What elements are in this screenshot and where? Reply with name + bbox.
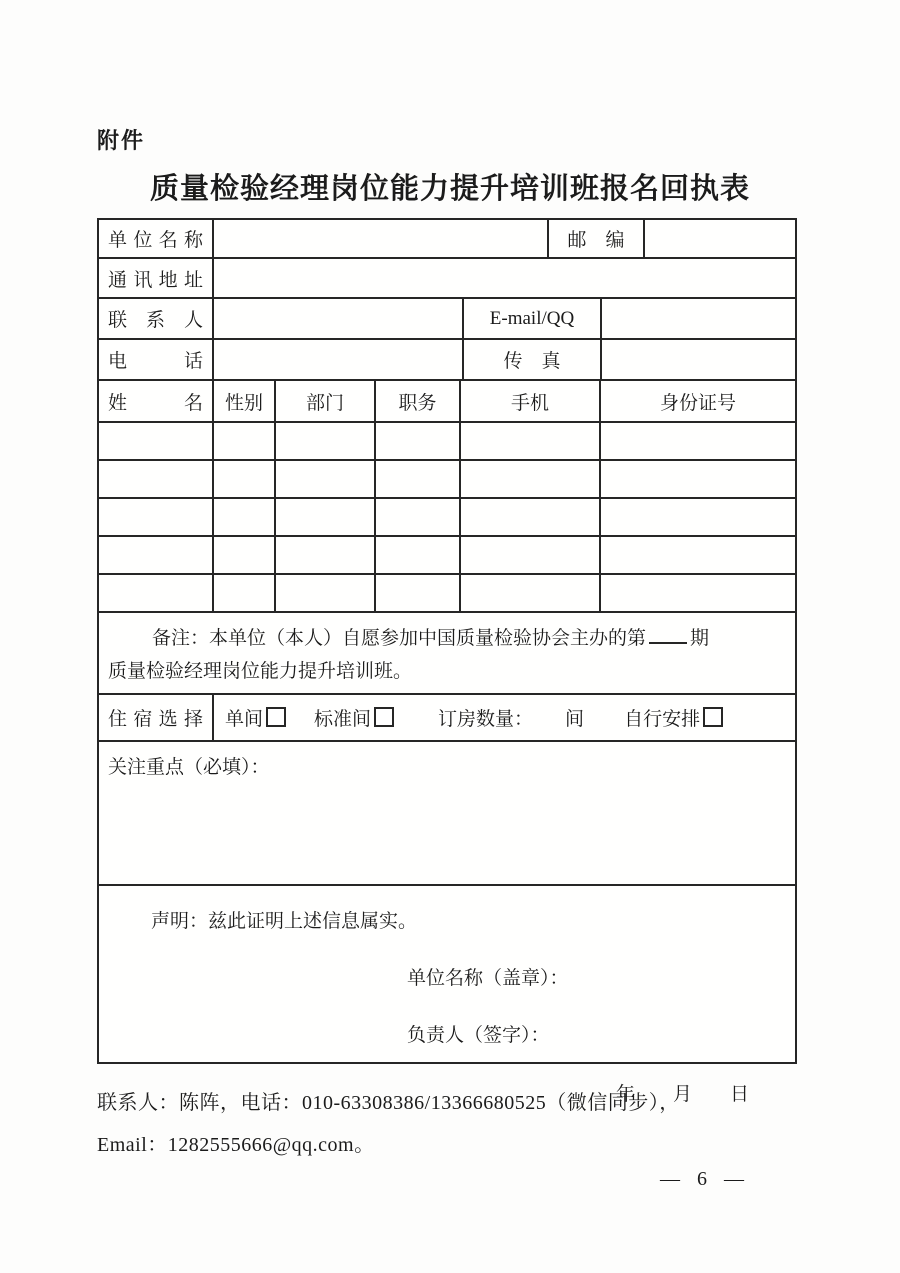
- attendee-cell: [276, 499, 376, 535]
- unit-name-value-cell: [214, 220, 549, 257]
- page-number: — 6 —: [660, 1168, 750, 1190]
- standard-room-checkbox: [374, 707, 394, 727]
- email-line: Email：1282555666@qq.com。: [97, 1134, 375, 1156]
- attendee-cell: [214, 499, 276, 535]
- signer-label: 负责人（签字）：: [407, 1025, 550, 1046]
- remark-text-suffix: 期: [690, 628, 710, 649]
- date-line: 年 月 日: [615, 1084, 749, 1105]
- focus-label: 关注重点（必填）：: [108, 757, 270, 778]
- attendee-header-gender: 性别: [224, 392, 263, 414]
- attendee-cell: [461, 537, 601, 573]
- attendee-cell: [601, 537, 795, 573]
- standard-room-option: [314, 704, 394, 731]
- remark-line1: [108, 622, 786, 655]
- attendee-row: [99, 537, 795, 575]
- attendee-cell: [601, 499, 795, 535]
- postal-code-label: 邮 编: [567, 230, 625, 251]
- phone-value-cell: [214, 340, 464, 379]
- accommodation-options-cell: [214, 695, 795, 740]
- self-arrange-option: [624, 704, 723, 731]
- attendee-cell: [99, 499, 214, 535]
- attendee-cell: [99, 575, 214, 611]
- attendee-cell: [461, 423, 601, 459]
- attendee-row: [99, 499, 795, 537]
- attendee-header-name-cell: [99, 381, 214, 421]
- attendee-cell: [461, 499, 601, 535]
- attendee-cell: [376, 423, 461, 459]
- attendee-cell: [99, 461, 214, 497]
- attendee-cell: [461, 575, 601, 611]
- self-arrange-checkbox: [703, 707, 723, 727]
- fax-label: 传 真: [503, 351, 561, 372]
- attachment-label: 附件: [97, 128, 146, 153]
- single-room-label: 单间: [225, 709, 264, 730]
- attendee-cell: [276, 537, 376, 573]
- table-row: [99, 340, 795, 381]
- session-number-blank: [649, 624, 687, 644]
- attendee-cell: [276, 423, 376, 459]
- attendee-cell: [376, 575, 461, 611]
- attendee-header-mobile: 手机: [510, 392, 549, 414]
- table-row: [99, 220, 795, 259]
- attendee-cell: [214, 423, 276, 459]
- attendee-cell: [601, 575, 795, 611]
- attendee-header-position: 职务: [398, 392, 437, 414]
- contact-person-value-cell: [214, 299, 464, 338]
- page-title: 质量检验经理岗位能力提升培训班报名回执表: [149, 173, 750, 205]
- attendee-cell: [276, 461, 376, 497]
- attendee-header-department: 部门: [305, 392, 344, 414]
- attendee-cell: [601, 423, 795, 459]
- attendee-header-idnumber-cell: [601, 381, 795, 421]
- postal-code-label-cell: [549, 220, 645, 257]
- email-qq-value-cell: [602, 299, 795, 338]
- accommodation-label-cell: [99, 695, 214, 740]
- contact-person-label-cell: [99, 299, 214, 338]
- attendee-cell: [376, 537, 461, 573]
- attendee-row: [99, 461, 795, 499]
- address-label: 通讯地址: [108, 269, 203, 291]
- table-row: [99, 299, 795, 340]
- remark-line2: 质量检验经理岗位能力提升培训班。: [108, 661, 413, 682]
- attendee-cell: [99, 537, 214, 573]
- unit-name-label: 单位名称: [108, 230, 203, 251]
- self-arrange-label: 自行安排: [624, 709, 701, 730]
- declaration-statement: 声明：兹此证明上述信息属实。: [151, 911, 418, 932]
- attendee-cell: [461, 461, 601, 497]
- attendee-cell: [214, 461, 276, 497]
- contact-person-label: 联系人: [108, 310, 203, 331]
- contact-info-line: 联系人：陈阵，电话：010-63308386/13366680525（微信同步），: [97, 1092, 680, 1114]
- single-room-option: [225, 704, 286, 731]
- attendee-header-name: 姓名: [108, 392, 203, 414]
- remark-text-prefix: 备注：本单位（本人）自愿参加中国质量检验协会主办的第: [152, 628, 647, 649]
- attendee-cell: [214, 537, 276, 573]
- quantity-unit-label: 间: [565, 709, 585, 730]
- attendee-header-gender-cell: [214, 381, 276, 421]
- phone-label: 电话: [108, 351, 203, 372]
- attendee-cell: [214, 575, 276, 611]
- remark-cell: [99, 613, 795, 693]
- attendee-cell: [99, 423, 214, 459]
- attendee-row: [99, 423, 795, 461]
- attendee-cell: [376, 499, 461, 535]
- address-label-cell: [99, 259, 214, 297]
- table-row: [99, 259, 795, 299]
- email-qq-label: E-mail/QQ: [489, 307, 575, 329]
- booking-quantity-label: 订房数量：: [438, 709, 534, 730]
- attendee-cell: [276, 575, 376, 611]
- unit-name-label-cell: [99, 220, 214, 257]
- postal-code-value-cell: [645, 220, 795, 257]
- attendee-cell: [601, 461, 795, 497]
- phone-label-cell: [99, 340, 214, 379]
- remark-row: [99, 613, 795, 695]
- focus-cell: [99, 742, 795, 884]
- accommodation-label: 住宿选择: [108, 709, 203, 730]
- org-seal-label: 单位名称（盖章）：: [407, 968, 569, 989]
- attendee-row: [99, 575, 795, 613]
- standard-room-label: 标准间: [314, 709, 372, 730]
- attendee-header-department-cell: [276, 381, 376, 421]
- attendee-header-row: [99, 381, 795, 423]
- attendee-header-idnumber: 身份证号: [659, 392, 736, 414]
- attendee-cell: [376, 461, 461, 497]
- accommodation-row: [99, 695, 795, 742]
- single-room-checkbox: [266, 707, 286, 727]
- attendee-header-position-cell: [376, 381, 461, 421]
- fax-label-cell: [464, 340, 602, 379]
- focus-row: [99, 742, 795, 886]
- email-qq-label-cell: [464, 299, 602, 338]
- fax-value-cell: [602, 340, 795, 379]
- address-value-cell: [214, 259, 795, 297]
- attendee-header-mobile-cell: [461, 381, 601, 421]
